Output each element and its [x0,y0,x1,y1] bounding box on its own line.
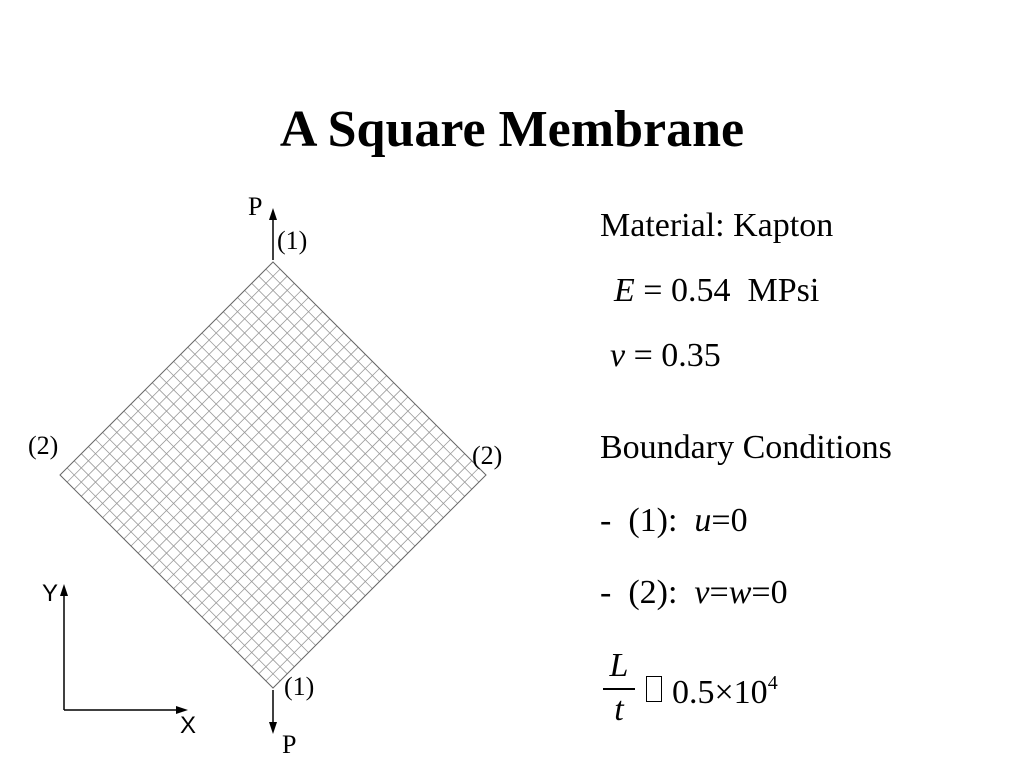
bc2-eq: = [709,574,729,611]
membrane-mesh [67,269,479,681]
aspect-ratio-fraction [603,648,635,728]
poisson-ratio-equation [610,337,721,375]
bc1-rest: =0 [711,502,748,539]
y-axis-arrowhead [60,584,68,596]
bc2-var1: v [694,574,710,611]
top-load-label: P [248,192,263,221]
boundary-heading: Boundary Conditions [600,429,892,466]
nu-symbol: ν [610,337,626,374]
top-load-arrowhead [269,208,277,220]
bc1-var: u [694,502,712,539]
bc2-prefix: - (2): [600,574,695,611]
fraction-bar [603,688,635,690]
y-axis-label: Y [42,580,59,607]
x-axis-label: X [180,712,197,739]
slide-title: A Square Membrane [279,101,745,158]
nu-value: = 0.35 [625,337,721,374]
bottom-load-label: P [282,730,297,759]
left-corner-label: (2) [28,431,59,460]
bottom-load-arrowhead [269,722,277,734]
aspect-ratio-value [672,672,778,712]
youngs-modulus-equation [614,272,819,310]
bc2-rest: =0 [751,574,788,611]
missing-glyph-box [646,676,662,702]
right-corner-label: (2) [472,441,503,470]
E-symbol: E [614,272,635,309]
ratio-exponent: 4 [767,672,778,694]
ratio-mantissa: 0.5×10 [672,674,768,711]
bottom-corner-label: (1) [284,672,315,701]
bc1-prefix: - (1): [600,502,695,539]
E-value: = 0.54 MPsi [634,272,820,309]
fraction-denominator: t [614,691,624,728]
boundary-condition-1 [600,502,748,540]
material-heading: Material: Kapton [600,207,834,244]
bc2-var2: w [728,574,752,611]
top-corner-label: (1) [277,226,308,255]
boundary-condition-2 [600,574,788,612]
fraction-numerator: L [609,647,629,684]
